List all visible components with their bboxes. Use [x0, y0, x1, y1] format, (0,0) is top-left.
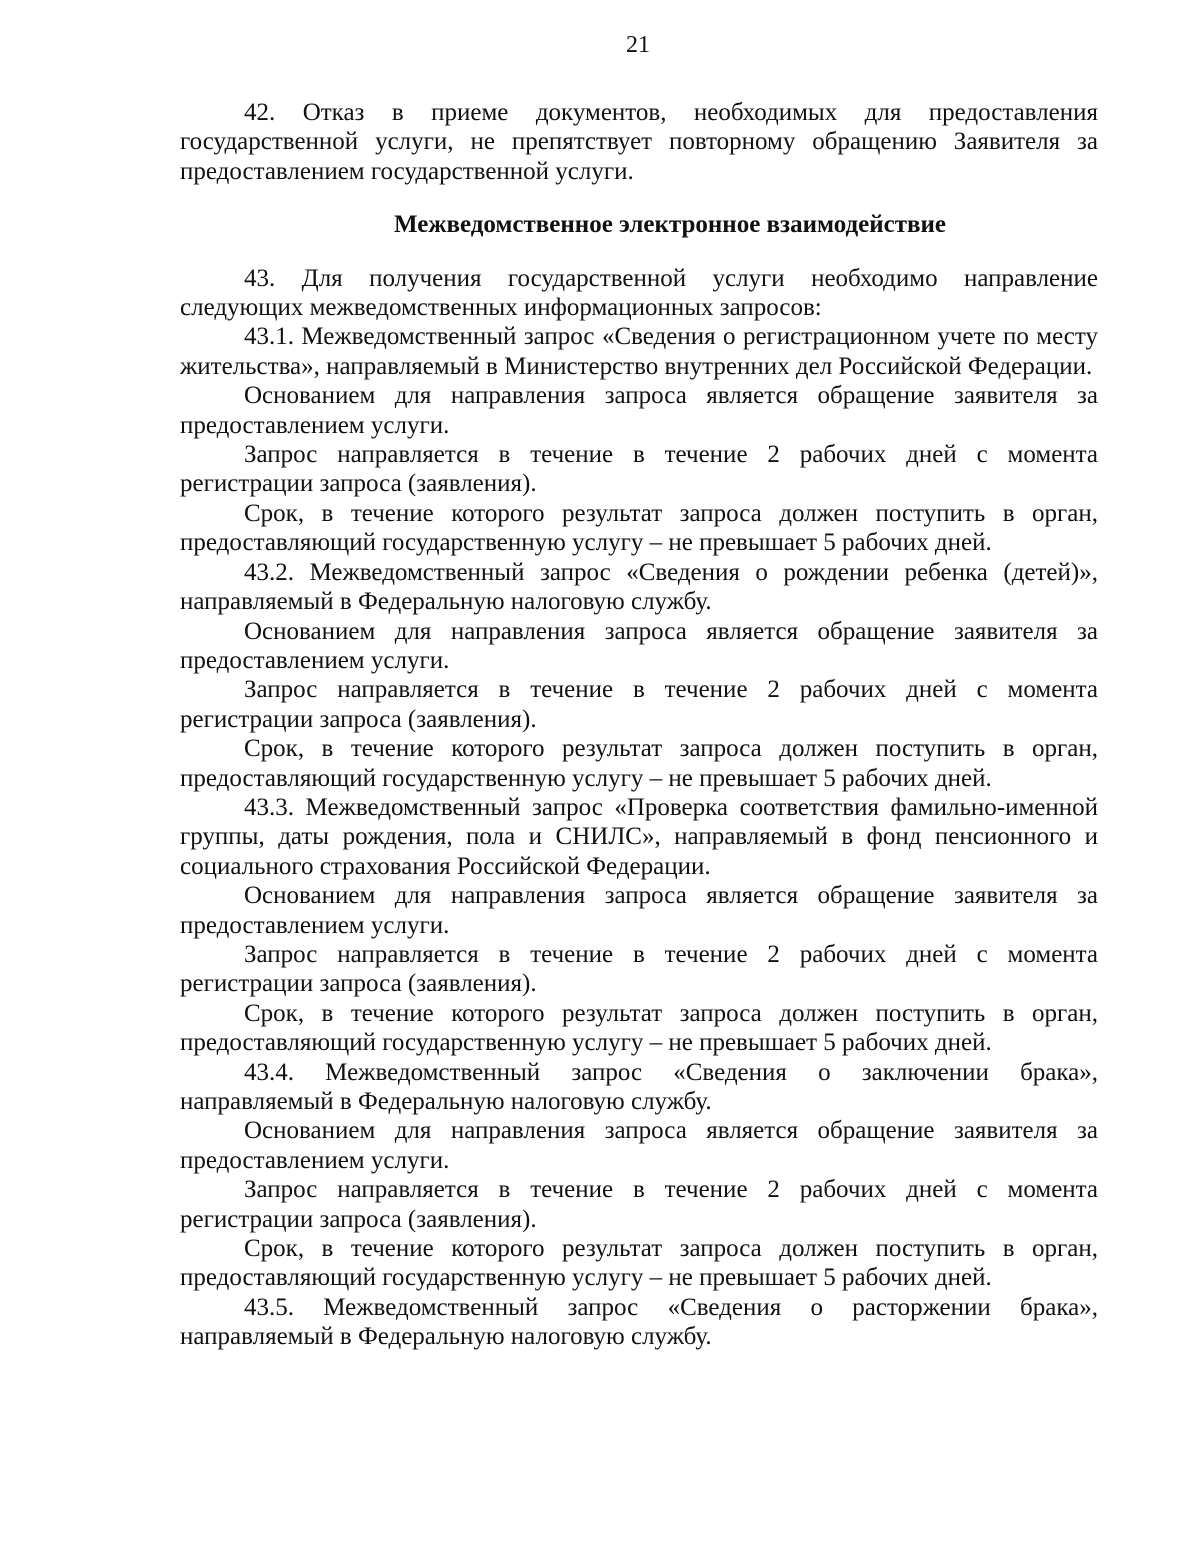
paragraph-43-4: 43.4. Межведомственный запрос «Сведения о заключении брака», направляемый в Федеральную налоговую службу. [180, 1058, 1098, 1115]
paragraph-43-1-deadline: Срок, в течение которого результат запроса должен поступить в орган, предоставляющий государственную услугу – не превышает 5 рабочих дней. [180, 499, 1098, 557]
paragraph-43-4-deadline: Срок, в течение которого результат запроса должен поступить в орган, предоставляющий государственную услугу – не превышает 5 рабочих дней. [180, 1235, 1098, 1292]
page-number: 21 [626, 32, 650, 58]
paragraph-43-3-timing: Запрос направляется в течение в течение 2 рабочих дней с момента регистрации запроса (заявления). [180, 940, 1098, 998]
paragraph-43-1: 43.1. Межведомственный запрос «Сведения о регистрационном учете по месту жительства», направляемый в Министерство внутренних дел Российской Федерации. [180, 323, 1098, 380]
paragraph-43-4-basis: Основанием для направления запроса является обращение заявителя за предоставлением услуги. [180, 1117, 1098, 1174]
paragraph-43-2-timing: Запрос направляется в течение в течение 2 рабочих дней с момента регистрации запроса (заявления). [180, 676, 1098, 733]
paragraph-43-3-deadline: Срок, в течение которого результат запроса должен поступить в орган, предоставляющий государственную услугу – не превышает 5 рабочих дней. [180, 999, 1098, 1057]
paragraph-43: 43. Для получения государственной услуги необходимо направление следующих межведомственных информационных запросов: [180, 264, 1098, 322]
paragraph-43-2-deadline: Срок, в течение которого результат запроса должен поступить в орган, предоставляющий государственную услугу – не превышает 5 рабочих дней. [180, 735, 1098, 792]
paragraph-43-2-basis: Основанием для направления запроса является обращение заявителя за предоставлением услуги. [180, 617, 1098, 674]
document-body [180, 98, 1098, 1352]
paragraph-43-1-basis: Основанием для направления запроса является обращение заявителя за предоставлением услуги. [180, 382, 1098, 439]
paragraph-43-3-basis: Основанием для направления запроса является обращение заявителя за предоставлением услуги. [180, 882, 1098, 939]
section-heading: Межведомственное электронное взаимодействие [393, 211, 947, 239]
paragraph-43-5: 43.5. Межведомственный запрос «Сведения о расторжении брака», направляемый в Федеральную налоговую службу. [180, 1293, 1098, 1351]
paragraph-43-1-timing: Запрос направляется в течение в течение 2 рабочих дней с момента регистрации запроса (заявления). [180, 441, 1098, 498]
paragraph-42: 42. Отказ в приеме документов, необходимых для предоставления государственной услуги, не препятствует повторному обращению Заявителя за предоставлением государственной услуги. [180, 99, 1098, 185]
paragraph-43-3: 43.3. Межведомственный запрос «Проверка соответствия фамильно-именной группы, даты рождения, пола и СНИЛС», направляемый в фонд пенсионного и социального страхования Российской Федерации. [180, 793, 1098, 880]
paragraph-43-4-timing: Запрос направляется в течение в течение 2 рабочих дней с момента регистрации запроса (заявления). [180, 1176, 1098, 1233]
paragraph-43-2: 43.2. Межведомственный запрос «Сведения о рождении ребенка (детей)», направляемый в Федеральную налоговую службу. [180, 558, 1098, 616]
